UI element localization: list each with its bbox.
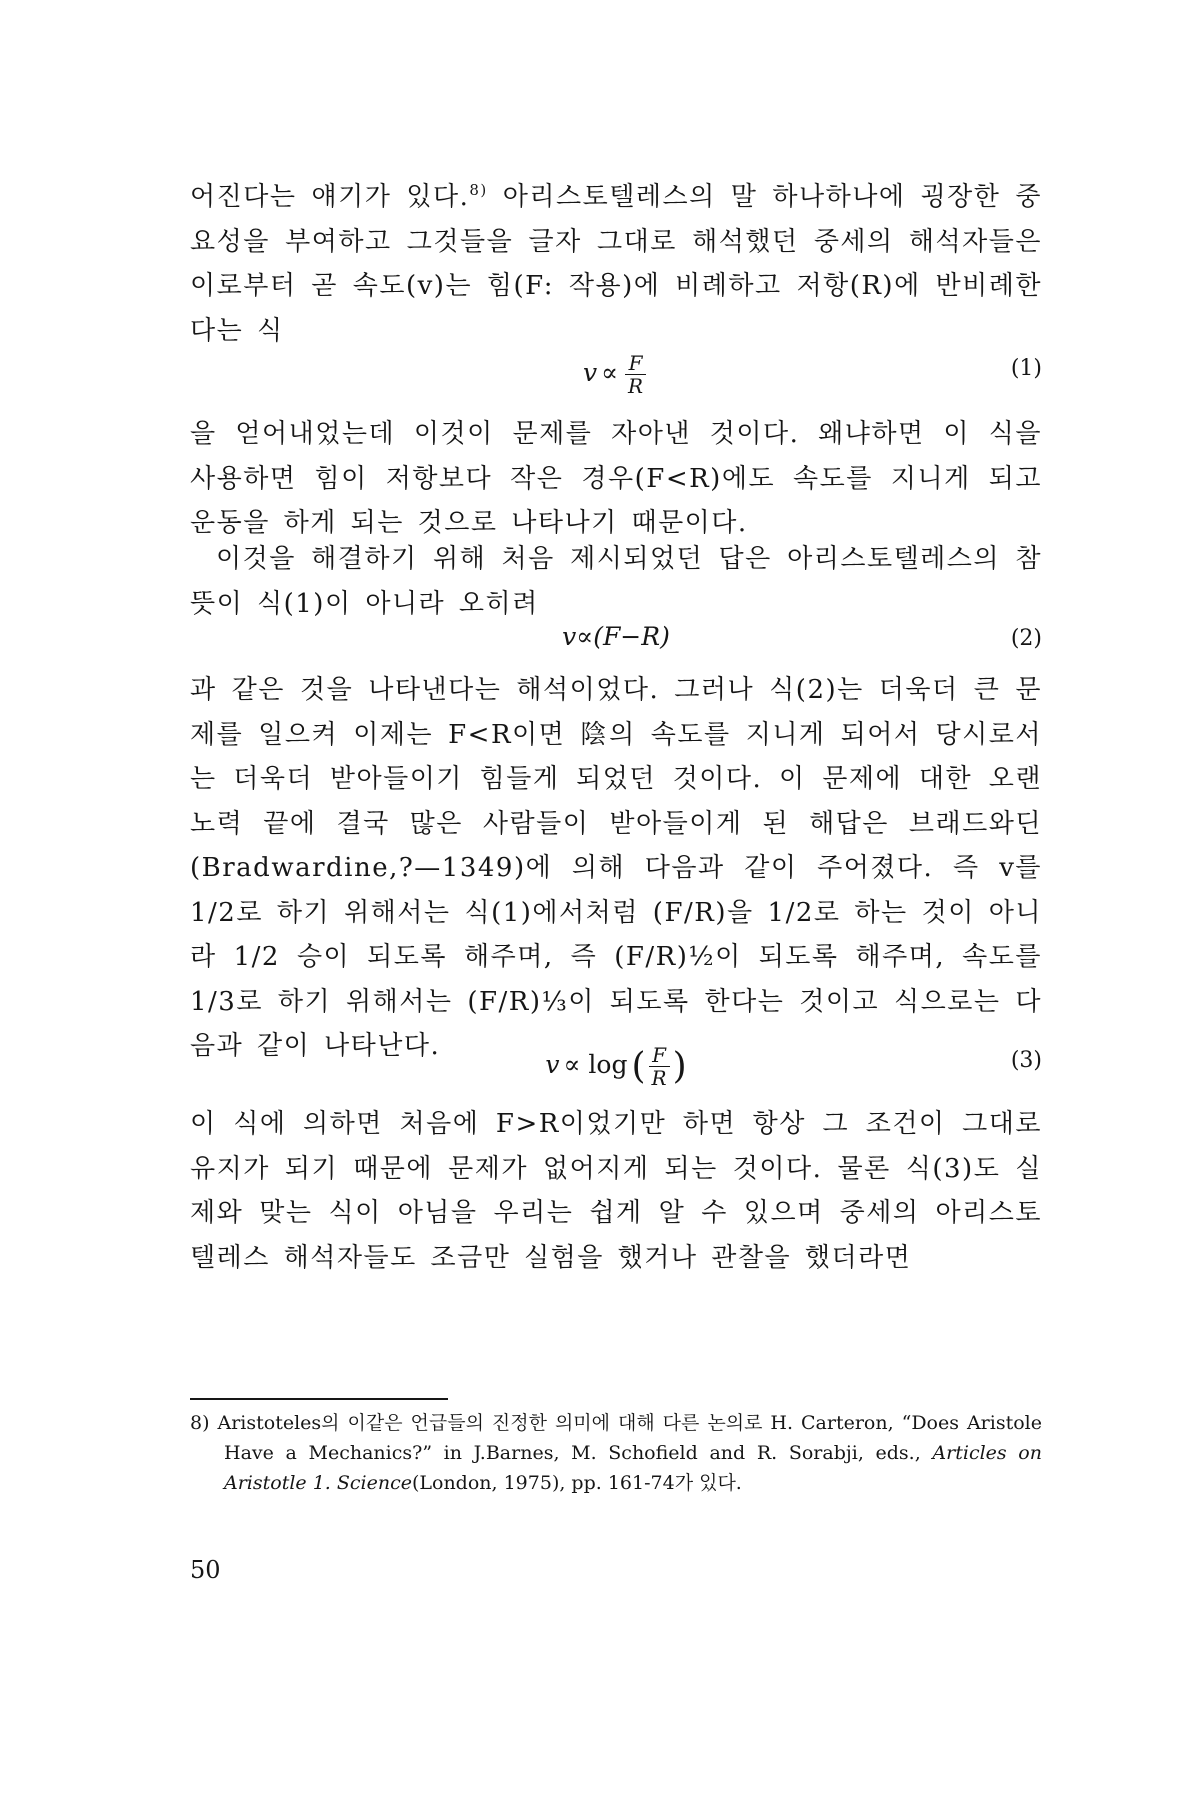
paragraph-1 bbox=[190, 168, 1042, 353]
equation-1-numerator: F bbox=[625, 352, 646, 375]
footnote-divider bbox=[190, 1398, 448, 1400]
paragraph-3: 이것을 해결하기 위해 처음 제시되었던 답은 아리스토텔레스의 참뜻이 식(1)이 아니라 오히려 bbox=[190, 544, 1042, 619]
equation-1-lhs: v bbox=[582, 358, 598, 387]
footnote-book-title: Articles on Aristotle 1. Science bbox=[224, 1442, 1042, 1494]
equation-3-body: v ∝ log ( $\frac{F}{R}$ ) bbox=[545, 1043, 687, 1090]
equation-3-fraction bbox=[649, 1044, 670, 1089]
equation-3-lhs: v bbox=[545, 1050, 560, 1079]
footnote-publication: (London, 1975), pp. 161-74가 있다. bbox=[411, 1472, 742, 1494]
page-number: 50 bbox=[190, 1556, 221, 1584]
footnote-text: Aristoteles의 이같은 언급들의 진정한 의미에 대해 다른 논의로 H. Carteron, “Does Aristole Have a Mechanics?” in J.Barnes, M. Schofield and R. Sorabji, eds., bbox=[209, 1412, 1042, 1464]
equation-1-operator: ∝ bbox=[601, 358, 618, 387]
paragraph-1-rest: 아리스토텔레스의 말 하나하나에 굉장한 중요성을 부여하고 그것들을 글자 그대로 해석했던 중세의 해석자들은 이로부터 곧 속도(v)는 힘(F: 작용)에 비례하고 저항(R)에 반비례한다는 식 bbox=[190, 182, 1042, 346]
paragraph-4: 과 같은 것을 나타낸다는 해석이었다. 그러나 식(2)는 더욱더 큰 문제를 일으켜 이제는 F<R이면 陰의 속도를 지니게 되어서 당시로서는 더욱더 받아들이기 힘들게 되었던 것이다. 이 문제에 대한 오랜 노력 끝에 결국 많은 사람들이 받아들이게 된 해답은 브래드와딘(Bradwardine,?—1349)에 의해 다음과 같이 주어졌다. 즉 v를 1/2로 하기 위해서는 식(1)에서처럼 (F/R)을 1/2로 하는 것이 아니라 1/2 승이 되도록 해주며, 즉 (F/R)½이 되도록 해주며, 속도를 1/3로 하기 위해서는 (F/R)⅓이 되도록 한다는 것이고 식으로는 다음과 같이 나타난다. bbox=[190, 675, 1042, 1061]
footnote bbox=[190, 1408, 1042, 1498]
paragraph-1-start: 어진다는 얘기가 있다. bbox=[190, 182, 470, 212]
footnote-marker: 8) bbox=[190, 1412, 210, 1434]
equation-1-fraction bbox=[625, 352, 646, 397]
equation-1 bbox=[190, 338, 1042, 408]
footnote-reference[interactable]: 8) bbox=[469, 181, 488, 199]
paragraph-2: 을 얻어내었는데 이것이 문제를 자아낸 것이다. 왜냐하면 이 식을 사용하면 힘이 저항보다 작은 경우(F<R)에도 속도를 지니게 되고 운동을 하게 되는 것으로 나타나기 때문이다. bbox=[190, 419, 1042, 538]
equation-3-denominator: R bbox=[651, 1066, 667, 1090]
equation-2-body: v∝(F−R) bbox=[562, 622, 670, 651]
equation-3-number: (3) bbox=[1010, 1048, 1042, 1073]
equation-3-numerator: F bbox=[649, 1044, 670, 1067]
paragraph-5: 이 식에 의하면 처음에 F>R이었기만 하면 항상 그 조건이 그대로 유지가 되기 때문에 문제가 없어지게 되는 것이다. 물론 식(3)도 실제와 맞는 식이 아님을 우리는 쉽게 알 수 있으며 중세의 아리스토텔레스 해석자들도 조금만 실험을 했거나 관찰을 했더라면 bbox=[190, 1109, 1042, 1273]
equation-1-body bbox=[190, 352, 1042, 397]
equation-1-number: (1) bbox=[1010, 356, 1042, 381]
equation-3 bbox=[190, 1030, 1042, 1100]
equation-3-function: log bbox=[588, 1050, 628, 1079]
equation-3-operator: ∝ bbox=[563, 1050, 581, 1079]
equation-2-number: (2) bbox=[1010, 626, 1042, 651]
equation-1-denominator: R bbox=[627, 374, 644, 398]
